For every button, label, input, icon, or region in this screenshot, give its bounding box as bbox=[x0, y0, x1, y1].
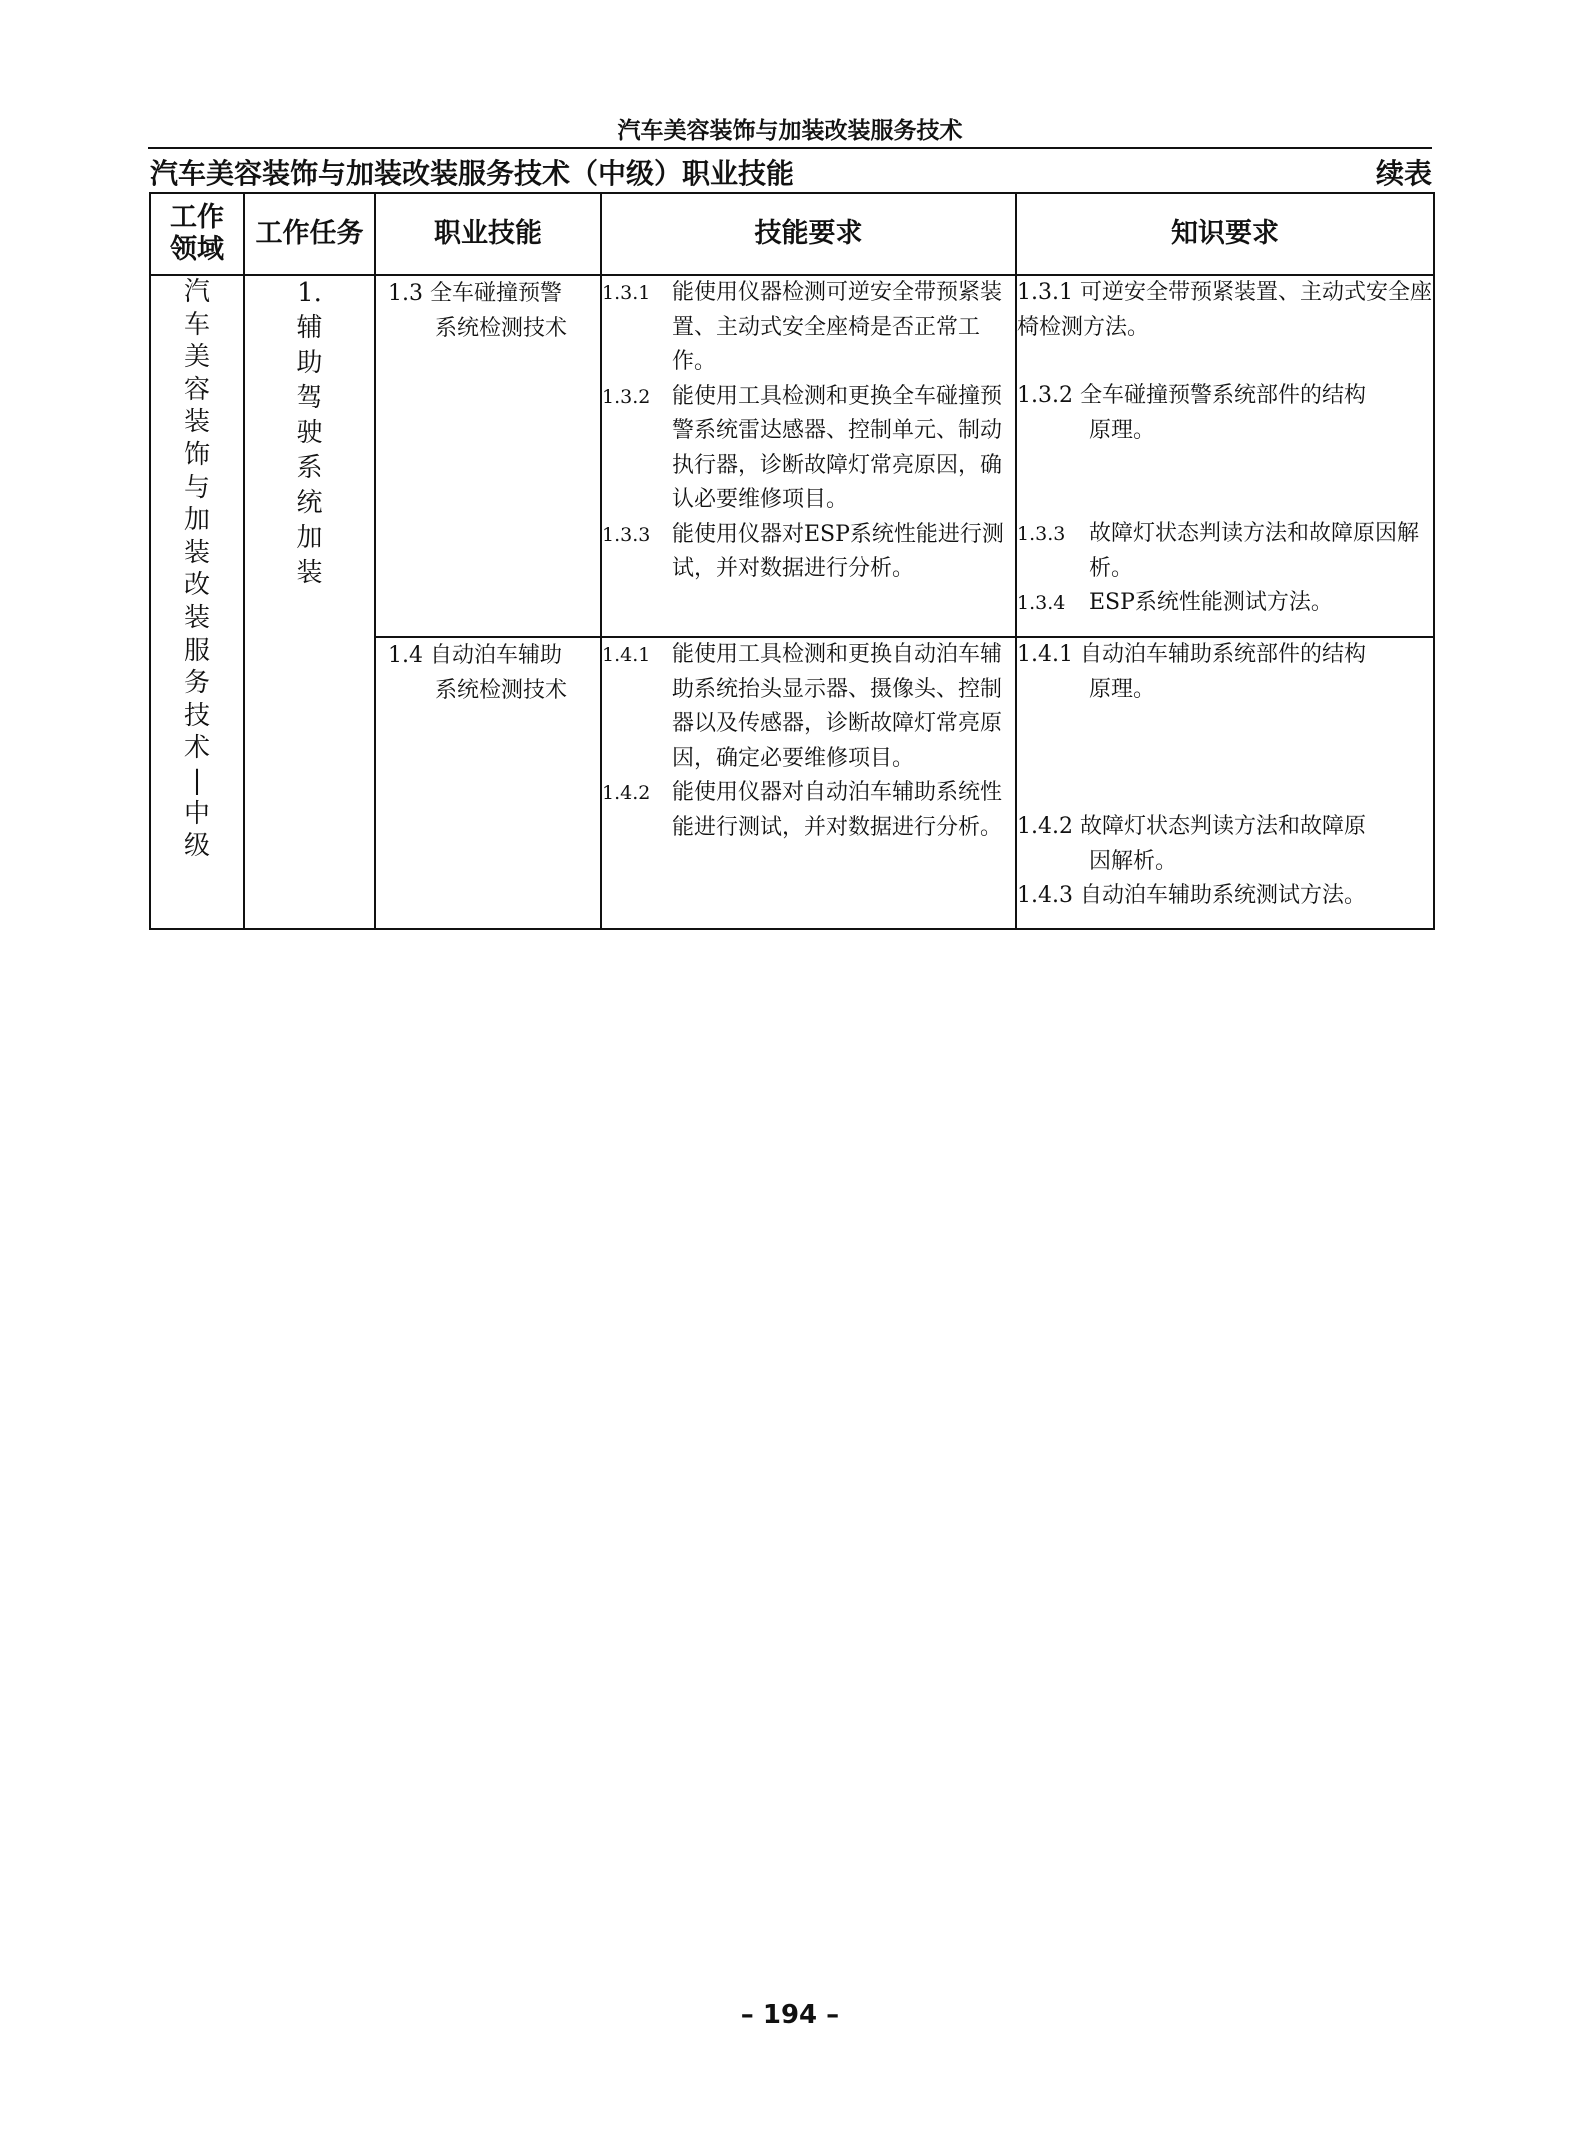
knowledge-item bbox=[1017, 810, 1433, 879]
header-domain-line1: 工作 bbox=[170, 202, 224, 233]
domain-cell bbox=[150, 275, 244, 929]
domain-char: 美 bbox=[183, 342, 210, 373]
domain-char: | bbox=[192, 765, 202, 796]
knowledge-number: 1.3.4 bbox=[1017, 592, 1066, 614]
domain-char: 改 bbox=[183, 570, 210, 601]
knowledge-text-cont: 因解析。 bbox=[1089, 848, 1178, 874]
table-title: 汽车美容装饰与加装改装服务技术（中级）职业技能 bbox=[150, 157, 795, 190]
skill-name-line2: 系统检测技术 bbox=[435, 316, 568, 341]
task-char: 统 bbox=[296, 488, 323, 518]
domain-char: 技 bbox=[183, 700, 210, 731]
task-char: 助 bbox=[296, 348, 323, 378]
skill-name-line1: 1.4 自动泊车辅助 bbox=[388, 643, 562, 668]
skills-table bbox=[149, 192, 1435, 930]
requirement-item bbox=[602, 380, 1015, 518]
table-header-row bbox=[150, 193, 1434, 275]
knowledge-item bbox=[1017, 379, 1433, 448]
requirement-number: 1.3.1 bbox=[602, 282, 651, 304]
knowledge-text: ESP系统性能测试方法。 bbox=[1089, 590, 1333, 615]
header-domain-line2: 领域 bbox=[170, 234, 224, 265]
skill-cell bbox=[375, 275, 601, 637]
header-domain bbox=[150, 193, 244, 275]
skill-cell bbox=[375, 637, 601, 929]
domain-char: 术 bbox=[183, 733, 210, 764]
domain-char: 中 bbox=[183, 798, 210, 829]
knowledge-number: 1.4.1 bbox=[1017, 642, 1073, 667]
task-char: 1. bbox=[297, 278, 322, 308]
task-char: 辅 bbox=[296, 313, 323, 343]
table-title-bar bbox=[150, 152, 1432, 192]
knowledge-text: 可逆安全带预紧装置、主动式安全座椅检测方法。 bbox=[1017, 280, 1432, 340]
requirement-number: 1.3.2 bbox=[602, 385, 651, 408]
knowledge-text: 故障灯状态判读方法和故障原因解析。 bbox=[1089, 521, 1420, 581]
requirement-item bbox=[602, 518, 1015, 587]
task-char: 装 bbox=[296, 558, 323, 588]
requirement-text: 能使用工具检测和更换全车碰撞预警系统雷达感器、控制单元、制动执行器，诊断故障灯常亮原因，确认必要维修项目。 bbox=[672, 383, 1003, 512]
skill-name-line2: 系统检测技术 bbox=[435, 678, 568, 703]
knowledge-text: 自动泊车辅助系统测试方法。 bbox=[1079, 883, 1366, 908]
header-rule bbox=[148, 147, 1432, 149]
requirement-text: 能使用仪器检测可逆安全带预紧装置、主动式安全座椅是否正常工作。 bbox=[672, 280, 1003, 374]
requirement-text: 能使用仪器对自动泊车辅助系统性能进行测试，并对数据进行分析。 bbox=[672, 780, 1003, 840]
knowledge-text-cont: 原理。 bbox=[1089, 417, 1156, 443]
task-vertical-text bbox=[293, 276, 327, 591]
task-cell bbox=[244, 275, 375, 929]
knowledge-requirements-cell bbox=[1016, 637, 1434, 929]
domain-char: 车 bbox=[183, 309, 210, 340]
domain-char: 与 bbox=[183, 472, 210, 503]
header-task: 工作任务 bbox=[244, 193, 375, 275]
requirement-item bbox=[602, 776, 1015, 845]
domain-char: 装 bbox=[183, 407, 210, 438]
domain-char: 装 bbox=[183, 537, 210, 568]
skill-requirements-cell bbox=[601, 275, 1016, 637]
domain-char: 务 bbox=[183, 668, 210, 699]
requirement-text: 能使用工具检测和更换自动泊车辅助系统抬头显示器、摄像头、控制器以及传感器，诊断故障灯常亮原因，确定必要维修项目。 bbox=[672, 642, 1003, 771]
requirement-item bbox=[602, 638, 1015, 776]
task-char: 驶 bbox=[296, 418, 323, 448]
continued-label: 续表 bbox=[1375, 157, 1432, 190]
requirement-text: 能使用仪器对ESP系统性能进行测试，并对数据进行分析。 bbox=[672, 521, 1004, 581]
requirement-number: 1.4.2 bbox=[602, 782, 651, 804]
running-head: 汽车美容装饰与加装改装服务技术 bbox=[617, 118, 963, 144]
header-skill: 职业技能 bbox=[375, 193, 601, 275]
table-row bbox=[150, 275, 1434, 637]
header-knowledge-requirements: 知识要求 bbox=[1016, 193, 1434, 275]
knowledge-text-cont: 原理。 bbox=[1089, 676, 1156, 702]
knowledge-number: 1.3.2 bbox=[1017, 383, 1073, 408]
domain-char: 饰 bbox=[183, 439, 210, 470]
domain-char: 汽 bbox=[183, 277, 210, 307]
requirement-number: 1.3.3 bbox=[602, 523, 651, 546]
requirement-number: 1.4.1 bbox=[602, 644, 651, 666]
skill-name-line1: 1.3 全车碰撞预警 bbox=[388, 281, 562, 306]
knowledge-requirements-cell bbox=[1016, 275, 1434, 637]
domain-char: 级 bbox=[183, 831, 210, 862]
knowledge-text: 自动泊车辅助系统部件的结构 bbox=[1079, 642, 1366, 667]
domain-vertical-text bbox=[180, 276, 214, 863]
knowledge-number: 1.3.3 bbox=[1017, 523, 1066, 545]
knowledge-text: 故障灯状态判读方法和故障原 bbox=[1079, 814, 1366, 839]
knowledge-item bbox=[1017, 638, 1433, 707]
knowledge-text: 全车碰撞预警系统部件的结构 bbox=[1079, 383, 1366, 408]
knowledge-item bbox=[1017, 276, 1433, 345]
task-char: 驾 bbox=[296, 383, 323, 413]
knowledge-number: 1.3.1 bbox=[1017, 280, 1073, 305]
header-skill-requirements: 技能要求 bbox=[601, 193, 1016, 275]
domain-char: 容 bbox=[183, 374, 210, 405]
knowledge-item bbox=[1017, 879, 1433, 914]
knowledge-number: 1.4.3 bbox=[1017, 883, 1073, 908]
domain-char: 加 bbox=[183, 505, 210, 536]
task-char: 加 bbox=[296, 523, 323, 553]
knowledge-number: 1.4.2 bbox=[1017, 814, 1073, 839]
skill-requirements-cell bbox=[601, 637, 1016, 929]
domain-char: 装 bbox=[183, 602, 210, 633]
task-char: 系 bbox=[296, 453, 323, 483]
page-number: – 194 – bbox=[740, 2000, 840, 2030]
knowledge-item bbox=[1017, 586, 1433, 621]
knowledge-item bbox=[1017, 517, 1433, 586]
domain-char: 服 bbox=[183, 635, 210, 666]
requirement-item bbox=[602, 276, 1015, 380]
